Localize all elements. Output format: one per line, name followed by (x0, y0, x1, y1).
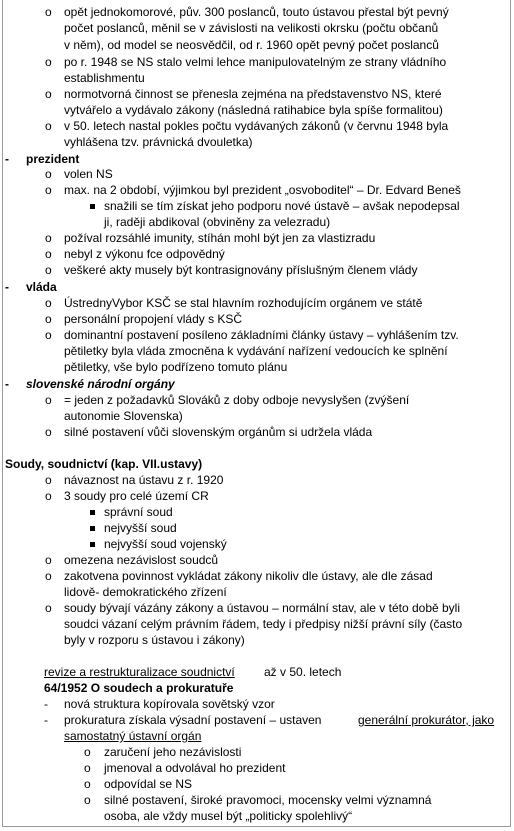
bullet-circle: o (84, 777, 91, 791)
text-line: personální propojení vlády s KSČ (64, 312, 243, 326)
heading-line: vláda (26, 280, 57, 294)
text-line: soudy bývají vázány zákony a ústavou – normální stav, ale v této době byli (64, 601, 460, 615)
text-line: = jeden z požadavků Slováků z doby odboje nevyslyšen (zvýšení (64, 393, 410, 407)
bullet-dash: - (5, 377, 9, 391)
text-line: počet poslanců, měnil se v závislosti na velikosti okrsku (počtu občanů (64, 21, 439, 35)
text-line: až v 50. letech (264, 665, 342, 679)
text-line: nová struktura kopírovala sovětský vzor (64, 697, 275, 711)
bullet-dash: - (5, 280, 9, 294)
bullet-circle: o (45, 183, 52, 197)
text-line: pětiletky, vše bylo podřízeno tomuto plánu (64, 360, 288, 374)
text-line: ji, raději abdikoval (obviněny za velezradu) (104, 215, 331, 229)
text-line: autonomie Slovenska) (64, 409, 183, 423)
bullet-square (90, 542, 95, 547)
bullet-circle: o (84, 761, 91, 775)
bullet-circle: o (45, 119, 52, 133)
text-line: návaznost na ústavu z r. 1920 (64, 473, 224, 487)
bullet-circle: o (45, 167, 52, 181)
bullet-circle: o (45, 231, 52, 245)
text-line: správní soud (104, 505, 173, 519)
text-line: v 50. letech nastal pokles počtu vydávaných zákonů (v červnu 1948 byla (64, 119, 449, 133)
text-line: jmenoval a odvolával ho prezident (104, 761, 286, 775)
bullet-circle: o (45, 5, 52, 19)
text-line: soudci vázaní celým právním řádem, tedy i předpisy nižší právní síly (často (64, 617, 463, 631)
text-line: zaručení jeho nezávislosti (104, 745, 242, 759)
text-line: revize a restrukturalizace soudnictví (44, 665, 235, 679)
text-line: samostatný ústavní orgán (64, 729, 202, 743)
bullet-dash: - (44, 697, 48, 711)
heading-line: Soudy, soudnictví (kap. VII.ustavy) (5, 457, 203, 471)
text-line: veškeré akty musely být kontrasignovány příslušným členem vlády (64, 263, 418, 277)
text-line: po r. 1948 se NS stalo velmi lehce manipulovatelným ze strany vládního (64, 55, 447, 69)
bullet-circle: o (45, 328, 52, 342)
text-line: zakotvena povinnost vykládat zákony nikoliv dle ústavy, ale dle zásad (64, 569, 433, 583)
text-line: omezena nezávislost soudců (64, 553, 219, 567)
text-line: pětiletky byla vláda zmocněna k vydávání nařízení vedoucích ke splnění (64, 344, 448, 358)
text-line: 3 soudy pro celé území CR (64, 489, 209, 503)
text-line: dominantní postavení posíleno základními články ústavy – vyhlášením tzv. (64, 328, 459, 342)
bullet-circle: o (45, 263, 52, 277)
text-line: osoba, ale vždy musel být „politicky spolehlivý“ (104, 809, 353, 823)
text-line: snažili se tím získat jeho podporu nové ústavě – avšak nepodepsal (104, 199, 460, 213)
bullet-circle: o (45, 312, 52, 326)
bullet-circle: o (45, 601, 52, 615)
bullet-circle: o (45, 55, 52, 69)
text-line: nejvyšší soud vojenský (104, 537, 227, 551)
text-line: prokuratura získala výsadní postavení – ustaven (64, 713, 322, 727)
bullet-dash: - (44, 713, 48, 727)
bullet-circle: o (45, 489, 52, 503)
text-line: nejvyšší soud (104, 521, 177, 535)
bullet-circle: o (45, 296, 52, 310)
text-line: vyhlášena tzv. právnická dvouletka) (64, 135, 253, 149)
bullet-square (90, 510, 95, 515)
bullet-circle: o (45, 425, 52, 439)
bullet-circle: o (84, 745, 91, 759)
text-line: silné postavení, široké pravomoci, mocensky velmi významná (104, 793, 432, 807)
heading-line: 64/1952 O soudech a prokuratuře (44, 681, 234, 695)
bullet-circle: o (45, 247, 52, 261)
text-line: vytvářelo a vydávalo zákony (následná ratihabice byla spíše formalitou) (64, 103, 443, 117)
bullet-circle: o (45, 473, 52, 487)
text-line: lidově- demokratického zřízení (64, 585, 227, 599)
heading-line: prezident (26, 152, 80, 166)
bullet-circle: o (45, 393, 52, 407)
bullet-square (90, 204, 95, 209)
bullet-square (90, 526, 95, 531)
text-line: odpovídal se NS (104, 777, 193, 791)
text-line: establishmentu (64, 71, 145, 85)
text-line: ÚstrednyVybor KSČ se stal hlavním rozhodujícím orgánem ve státě (64, 296, 423, 310)
text-line: požíval rozsáhlé imunity, stíhán mohl být jen za vlastizradu (64, 231, 376, 245)
bullet-circle: o (45, 87, 52, 101)
bullet-circle: o (84, 793, 91, 807)
bullet-circle: o (45, 569, 52, 583)
heading-line: slovenské národní orgány (26, 377, 175, 391)
text-line: max. na 2 období, výjimkou byl prezident „osvoboditel“ – Dr. Edvard Beneš (64, 183, 461, 197)
text-line: opět jednokomorové, pův. 300 poslanců, touto ústavou přestal být pevný (64, 5, 449, 19)
bullet-circle: o (45, 553, 52, 567)
bullet-dash: - (5, 152, 9, 166)
text-line: generální prokurátor, jako (358, 713, 495, 727)
text-line: byly v rozporu s ústavou i zákony) (64, 633, 245, 647)
text-line: silné postavení vůči slovenským orgánům si udržela vláda (64, 425, 373, 439)
text-line: volen NS (64, 167, 113, 181)
text-line: normotvorná činnost se přenesla zejména na představenstvo NS, které (64, 87, 442, 101)
text-line: v něm), od model se neosvědčil, od r. 1960 opět pevný počet poslanců (64, 38, 439, 52)
text-line: nebyl z výkonu fce odpovědný (64, 247, 225, 261)
